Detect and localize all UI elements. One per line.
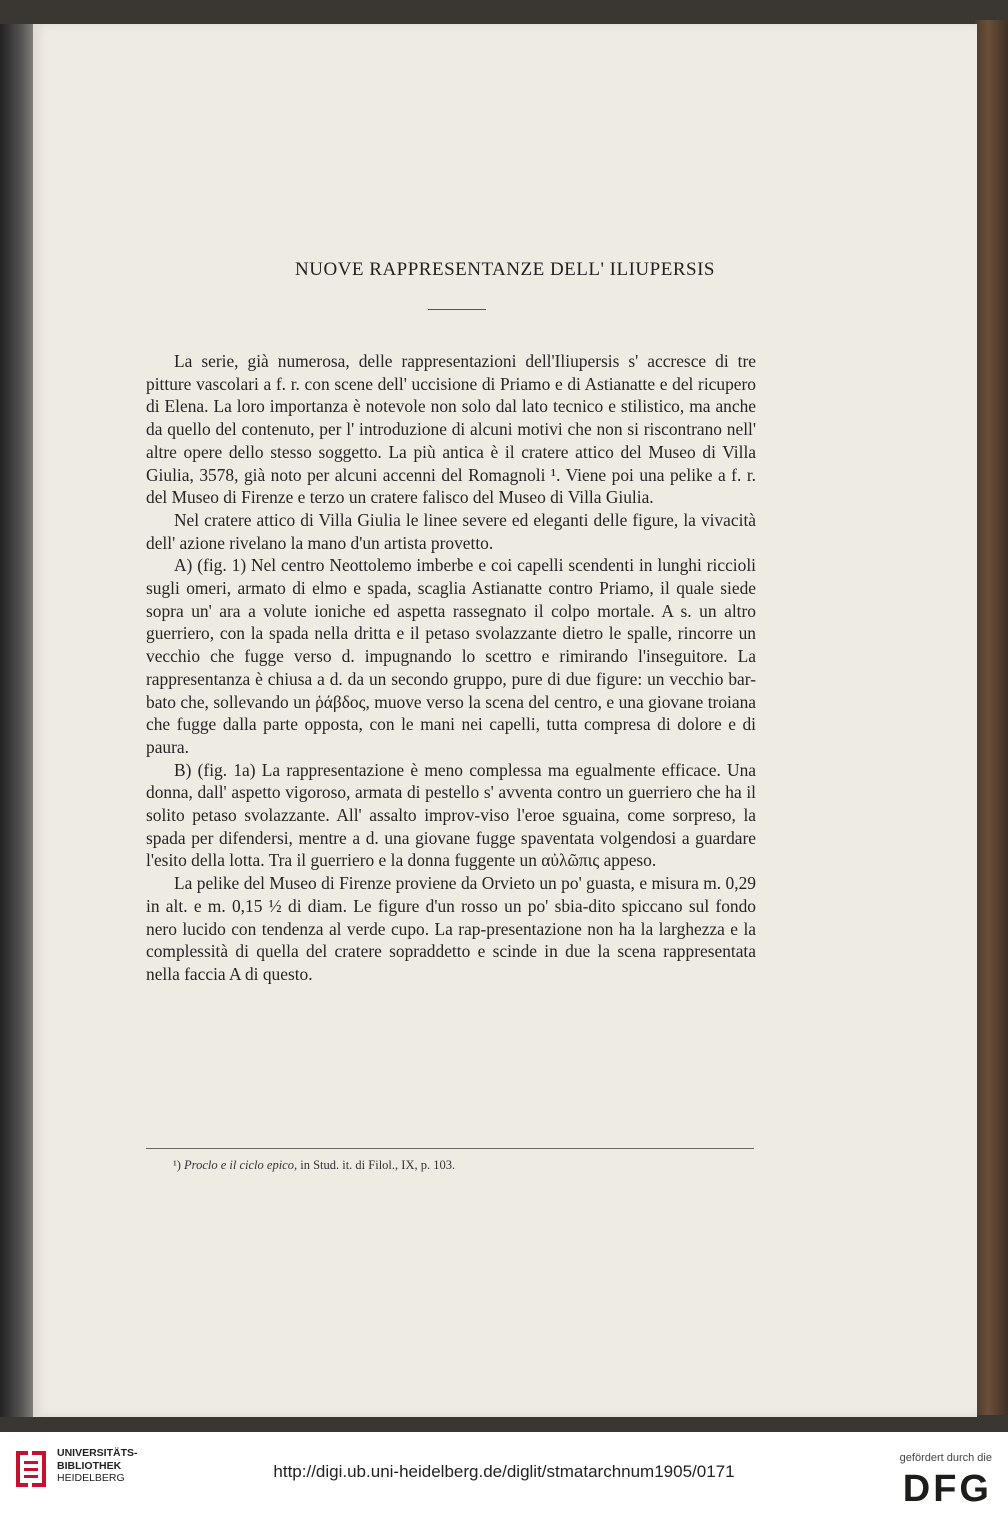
book-page bbox=[33, 24, 977, 1417]
permalink-url[interactable]: http://digi.ub.uni-heidelberg.de/diglit/stmatarchnum1905/0171 bbox=[273, 1462, 735, 1481]
book-cover-edge bbox=[975, 20, 1008, 1415]
title-rule bbox=[428, 309, 486, 310]
paragraph-1: La serie, già numerosa, delle rappresentazioni dell'Iliupersis s' accresce di tre pitture vascolari a f. r. con scene dell' uccisione di Priamo e di Astianatte e del ricupero di Elena. La loro importanza è notevole non solo dal lato tecnico e stilistico, ma anche da quello del contenuto, per l' introduzione di alcuni motivi che non si riscontrano nell' altre opere dello stesso soggetto. La più antica è il cratere attico del Museo di Villa Giulia, 3578, già noto per alcuni accenni del Romagnoli ¹. Viene poi una pelike a f. r. del Museo di Firenze e terzo un cratere falisco del Museo di Villa Giulia. bbox=[146, 351, 756, 508]
paragraph-4: B) (fig. 1a) La rappresentazione è meno complessa ma egualmente efficace. Una donna, dall' aspetto vigoroso, armata di pestello s' avventa contro un guerriero che ha il solito petaso svolazzante. All' assalto improv-viso l'eroe sguaina, come sorpreso, la spada per difendersi, mentre a d. una giovane fugge spaventata volgendosi a guardare l'esito della lotta. Tra il guerriero e la donna fuggente un αὐλῶπις appeso. bbox=[146, 759, 756, 871]
footnote-marker: ¹) bbox=[173, 1158, 181, 1172]
paragraph-3: A) (fig. 1) Nel centro Neottolemo imberbe e coi capelli scendenti in lunghi riccioli sugli omeri, armato di elmo e spada, scaglia Astianatte contro Priamo, il quale siede sopra un' ara a volute ioniche ed aspetta rassegnato il colpo mortale. A s. un altro guerriero, con la spada nella dritta e il petaso svolazzante dietro le spalle, rincorre un vecchio che fugge verso d. impugnando lo scettro e rimirando l'inseguitore. La rappresentanza è chiusa a d. da un secondo gruppo, pure di due figure: un vecchio bar-bato che, sollevando un ῥάβδος, muove verso la scena del centro, e una giovane troiana che fugge dalla parte opposta, con le mani nei capelli, tutta compresa di dolore e di paura. bbox=[146, 555, 756, 757]
library-name-line1: UNIVERSITÄTS- bbox=[57, 1447, 138, 1459]
page-gutter-shadow bbox=[0, 24, 36, 1417]
library-name-line3: HEIDELBERG bbox=[57, 1472, 125, 1484]
funded-by-label: gefördert durch die bbox=[899, 1452, 992, 1464]
footnote-reference: in Stud. it. di Filol., IX, p. 103. bbox=[300, 1158, 456, 1172]
footnote bbox=[173, 1158, 733, 1173]
paragraph-2: Nel cratere attico di Villa Giulia le linee severe ed eleganti delle figure, la vivacità dell' azione rivelano la mano d'un artista provetto. bbox=[146, 509, 756, 553]
body-text bbox=[146, 350, 756, 986]
dfg-logo[interactable]: DFG bbox=[902, 1468, 992, 1510]
paragraph-5: La pelike del Museo di Firenze proviene da Orvieto un po' guasta, e misura m. 0,29 in alt. e m. 0,15 ½ di diam. Le figure d'un rosso un po' sbia-dito spiccano sul fondo nero lucido con tendenza al verde cupo. La rap-presentazione non ha la larghezza e la complessità di quella del cratere sopraddetto e scinde in due la scena rappresentata nella faccia A di questo. bbox=[146, 873, 756, 984]
footnote-rule bbox=[146, 1148, 754, 1149]
footnote-title: Proclo e il ciclo epico, bbox=[184, 1158, 298, 1172]
page-title: NUOVE RAPPRESENTANZE DELL' ILIUPERSIS bbox=[295, 259, 715, 280]
library-name-line2: BIBLIOTHEK bbox=[57, 1459, 122, 1472]
